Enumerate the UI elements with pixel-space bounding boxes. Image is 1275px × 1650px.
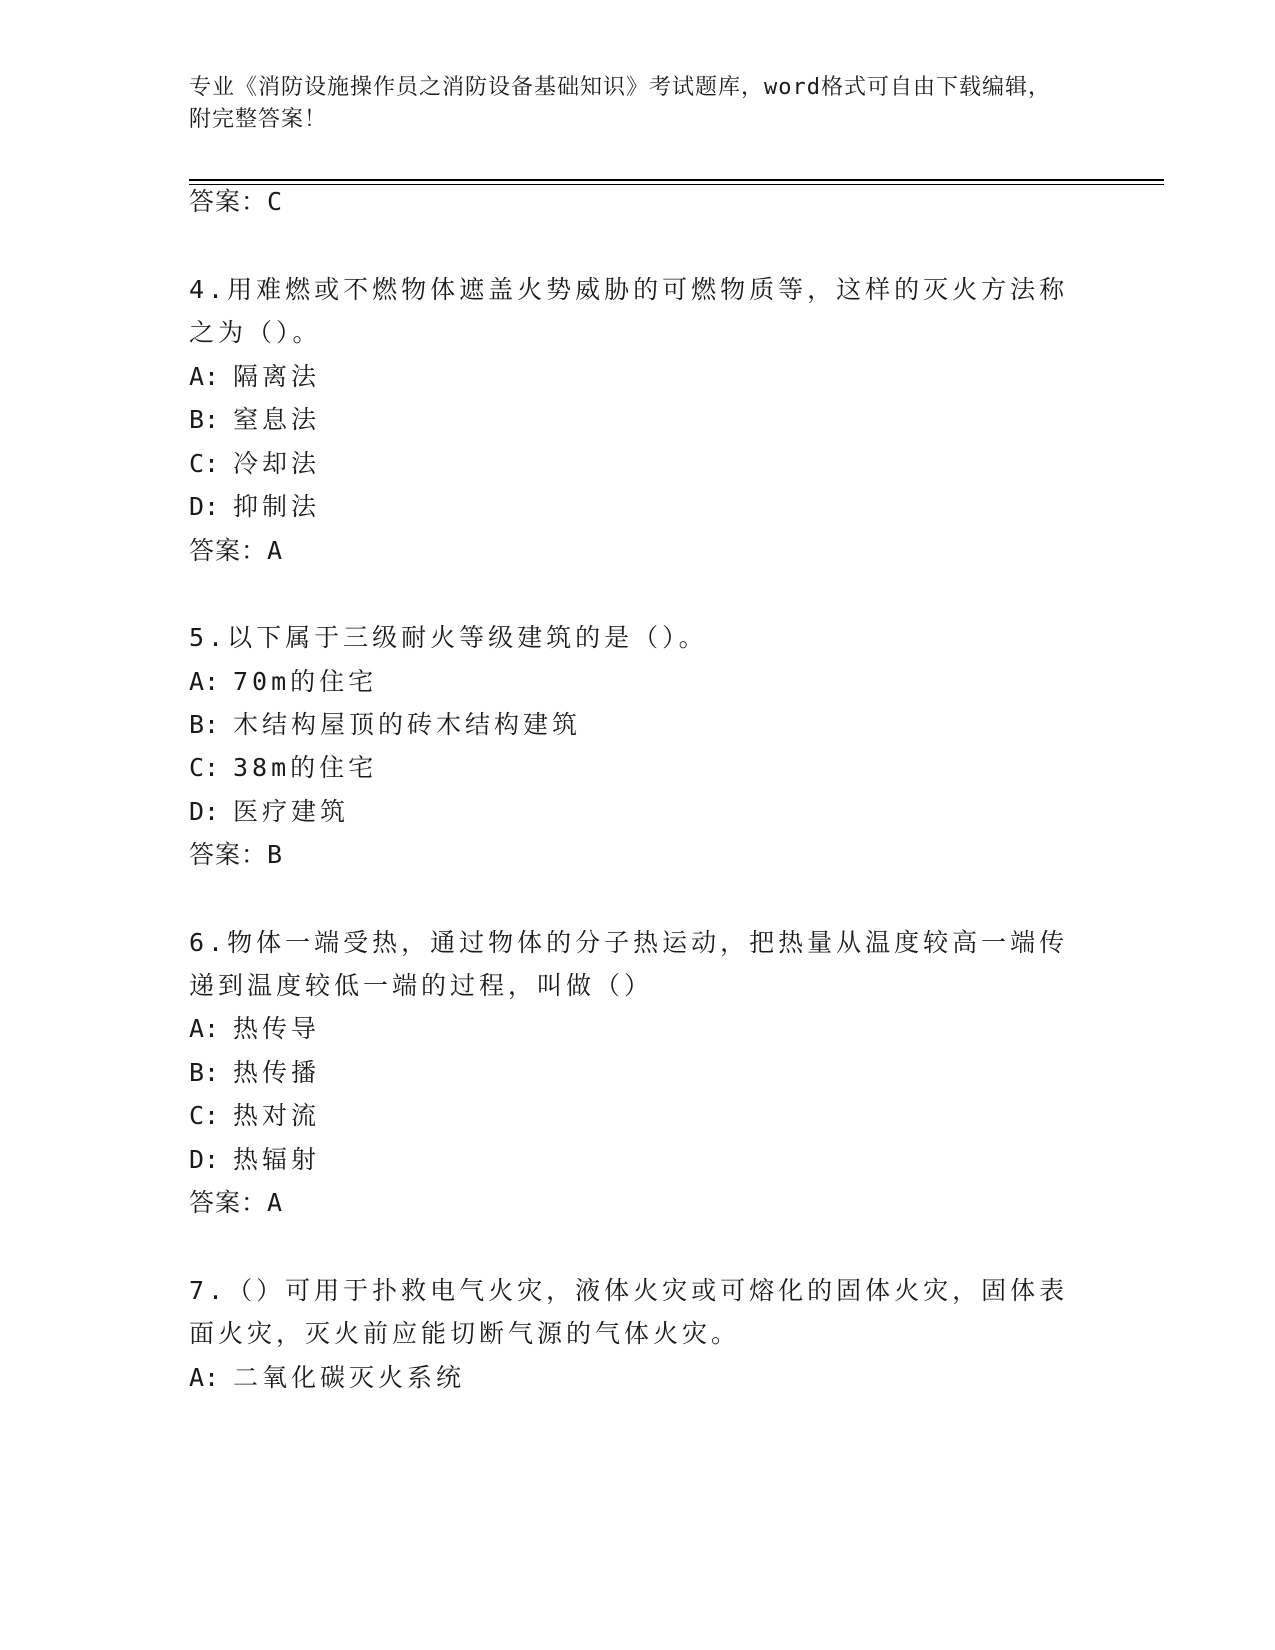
option-text: 冷却法 [233,449,321,478]
answer-line [189,186,283,218]
option-key: A: [189,1363,220,1392]
answer-line [189,535,283,567]
option-key: B: [189,405,220,434]
answer-label: 答案： [189,536,268,565]
answer-line [189,1187,283,1219]
option-text: 医疗建筑 [233,797,350,826]
option-a [189,361,320,393]
option-text: 热对流 [233,1101,321,1130]
option-a [189,1362,465,1394]
option-a [189,1013,320,1045]
option-key: B: [189,1058,220,1087]
answer-value: A [267,536,284,565]
answer-line [189,839,283,871]
option-text: 隔离法 [233,362,321,391]
option-a [189,666,377,698]
option-key: D: [189,492,220,521]
option-key: B: [189,710,220,739]
option-d [189,491,320,523]
option-d [189,1144,320,1176]
answer-label: 答案： [189,187,268,216]
option-c [189,1100,320,1132]
option-b [189,1057,320,1089]
document-description: 专业《消防设施操作员之消防设备基础知识》考试题库，word格式可自由下载编辑，附完整答案！ [189,75,1051,132]
option-key: C: [189,753,220,782]
question-stem: 4.用难燃或不燃物体遮盖火势威胁的可燃物质等，这样的灭火方法称 [189,275,1069,304]
header-divider-thin [189,184,1164,185]
answer-value: C [267,187,284,216]
option-b [189,404,320,436]
question-stem: 7.（）可用于扑救电气火灾，液体火灾或可熔化的固体火灾，固体表 [189,1276,1069,1305]
answer-label: 答案： [189,1188,268,1217]
option-key: A: [189,362,220,391]
option-key: D: [189,1145,220,1174]
question-stem: 5.以下属于三级耐火等级建筑的是（）。 [189,623,708,652]
option-text: 热传播 [233,1058,321,1087]
question-stem: 之为（）。 [189,318,322,347]
question-stem: 面火灾，灭火前应能切断气源的气体火灾。 [189,1319,741,1348]
option-text: 70m的住宅 [233,667,378,696]
option-key: C: [189,449,220,478]
answer-value: A [267,1188,284,1217]
option-text: 抑制法 [233,492,321,521]
option-key: A: [189,667,220,696]
option-c [189,448,320,480]
header-divider-thick [189,179,1164,181]
option-key: A: [189,1014,220,1043]
option-text: 木结构屋顶的砖木结构建筑 [233,710,582,739]
option-c [189,752,377,784]
option-key: C: [189,1101,220,1130]
option-text: 二氧化碳灭火系统 [233,1363,466,1392]
option-key: D: [189,797,220,826]
question-stem: 递到温度较低一端的过程，叫做（） [189,971,654,1000]
option-text: 38m的住宅 [233,753,378,782]
question-stem: 6.物体一端受热，通过物体的分子热运动，把热量从温度较高一端传 [189,928,1069,957]
option-b [189,709,581,741]
option-d [189,796,349,828]
answer-label: 答案： [189,840,268,869]
answer-value: B [267,840,284,869]
option-text: 窒息法 [233,405,321,434]
option-text: 热辐射 [233,1145,321,1174]
option-text: 热传导 [233,1014,321,1043]
